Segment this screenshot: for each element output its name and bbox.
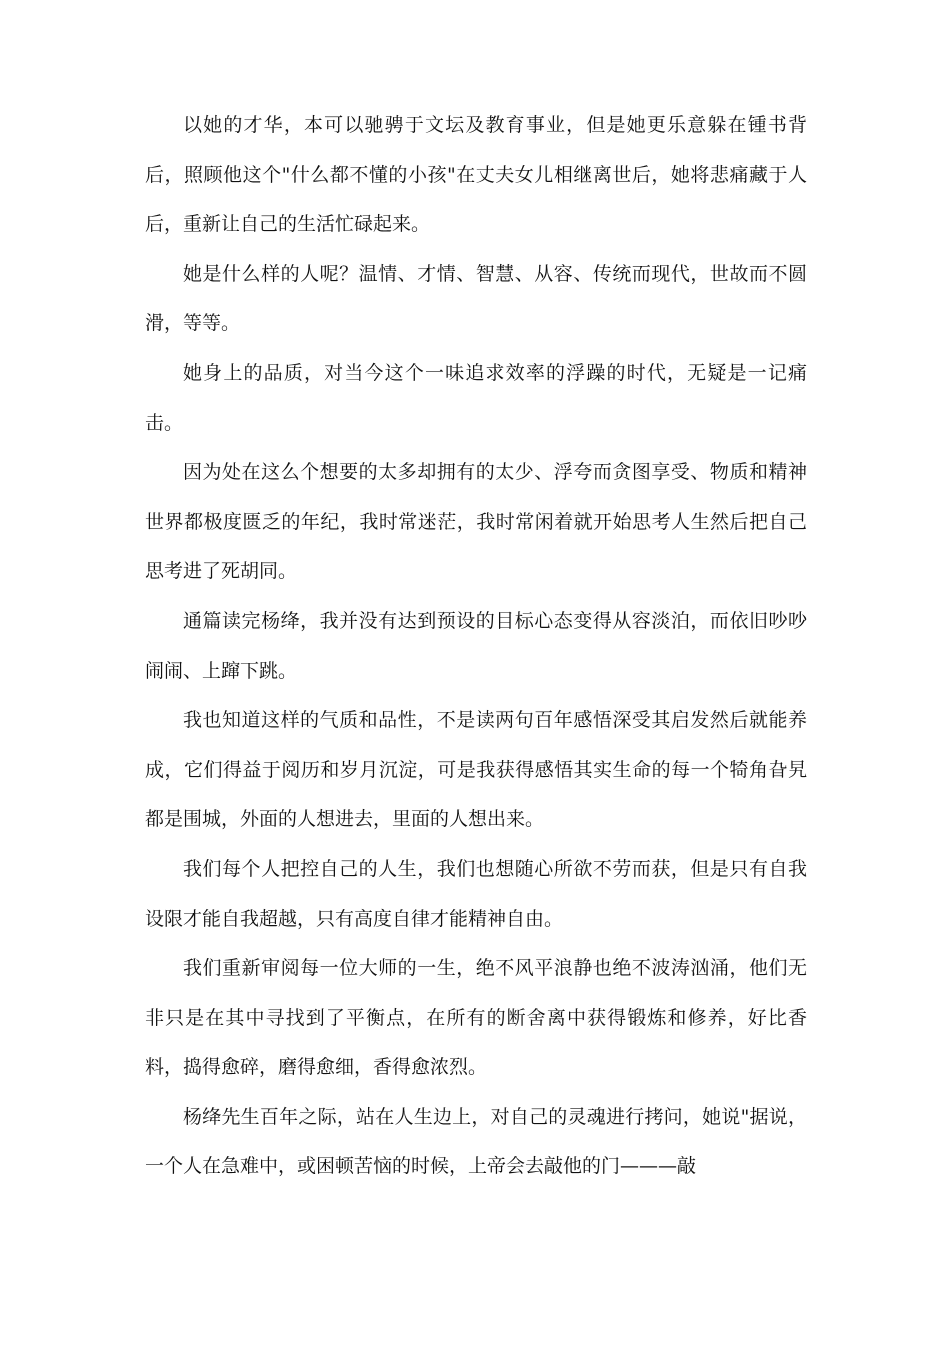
paragraph-5: 通篇读完杨绛，我并没有达到预设的目标心态变得从容淡泊，而依旧吵吵闹闹、上蹿下跳。: [145, 609, 807, 682]
paragraph-2: 她是什么样的人呢？温情、才情、智慧、从容、传统而现代，世故而不圆滑，等等。: [145, 262, 807, 335]
paragraph-1: 以她的才华，本可以驰骋于文坛及教育事业，但是她更乐意躲在锺书背后，照顾他这个"什么都不懂的小孩"在丈夫女儿相继离世后，她将悲痛藏于人后，重新让自己的生活忙碌起来。: [145, 114, 807, 236]
paragraph-9: 杨绛先生百年之际，站在人生边上，对自己的灵魂进行拷问，她说"据说，一个人在急难中，或困顿苦恼的时候，上帝会去敲他的门———敲: [145, 1105, 807, 1178]
body-text: [145, 101, 807, 1192]
paragraph-3: 她身上的品质，对当今这个一味追求效率的浮躁的时代，无疑是一记痛击。: [145, 361, 807, 434]
paragraph-8: 我们重新审阅每一位大师的一生，绝不风平浪静也绝不波涛汹涌，他们无非只是在其中寻找到了平衡点，在所有的断舍离中获得锻炼和修养，好比香料，捣得愈碎，磨得愈细，香得愈浓烈。: [145, 957, 807, 1079]
paragraph-6: 我也知道这样的气质和品性，不是读两句百年感悟深受其启发然后就能养成，它们得益于阅历和岁月沉淀，可是我获得感悟其实生命的每一个犄角旮旯都是围城，外面的人想进去，里面的人想出来。: [145, 709, 807, 831]
paragraph-7: 我们每个人把控自己的人生，我们也想随心所欲不劳而获，但是只有自我设限才能自我超越，只有高度自律才能精神自由。: [145, 857, 807, 930]
paragraph-4: 因为处在这么个想要的太多却拥有的太少、浮夸而贪图享受、物质和精神世界都极度匮乏的年纪，我时常迷茫，我时常闲着就开始思考人生然后把自己思考进了死胡同。: [145, 461, 807, 583]
